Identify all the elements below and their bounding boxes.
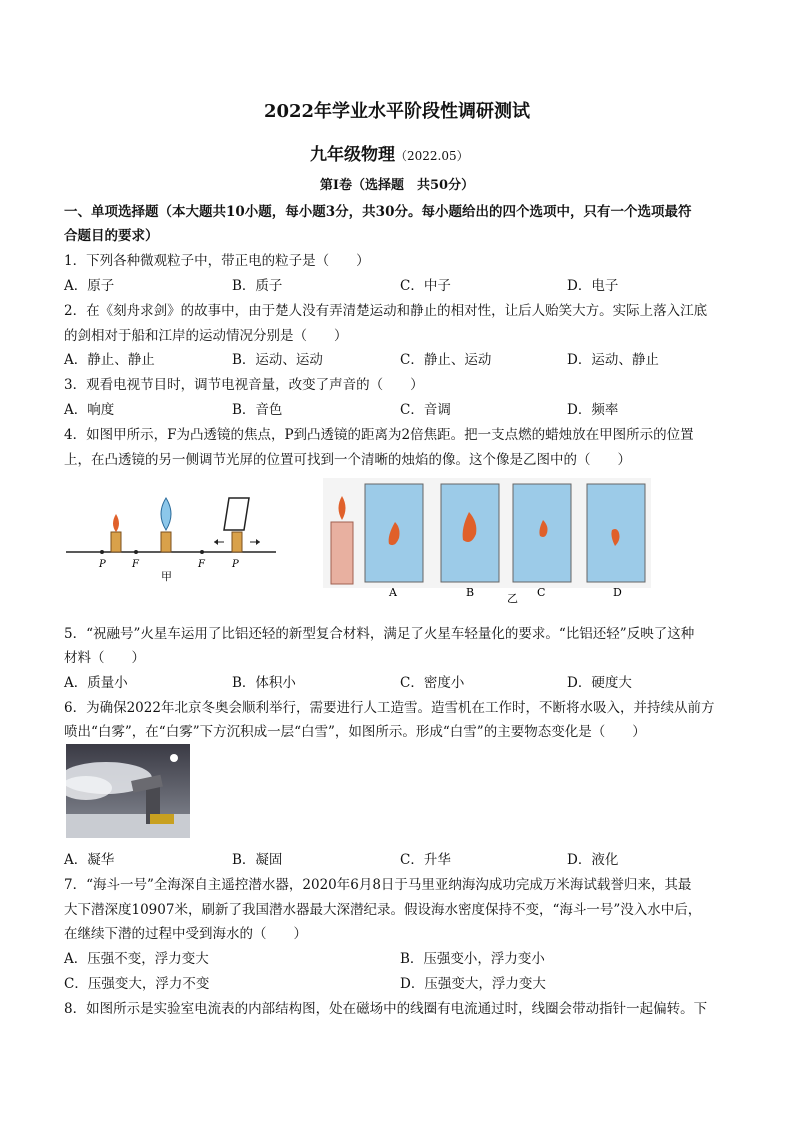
q2-option-d: D．运动、静止 <box>567 352 659 368</box>
question-7-cont2: 在继续下潜的过程中受到海水的（ ） <box>64 926 307 942</box>
q3-option-a: A．响度 <box>64 402 115 418</box>
q7-option-a: A．压强不变，浮力变大 <box>64 951 209 967</box>
question-7-cont: 大下潜深度10907米，刷新了我国潜水器最大深潜纪录。假设海水密度保持不变，“海斗一号”没入水中后， <box>64 902 702 918</box>
figure-jia <box>64 484 284 584</box>
section-heading: 一、单项选择题（本大题共10小题，每小题3分，共30分。每小题给出的四个选项中，只有一个选项最符 <box>64 204 692 220</box>
label-f2: F <box>198 559 205 570</box>
label-b: B <box>466 586 475 599</box>
question-4-cont: 上，在凸透镜的另一侧调节光屏的位置可找到一个清晰的烛焰的像。这个像是乙图中的（ ） <box>64 452 631 468</box>
q3-option-c: C．音调 <box>400 402 451 418</box>
exam-part: 第Ⅰ卷（选择题 共50分） <box>319 178 475 193</box>
q5-option-a: A．质量小 <box>64 675 128 691</box>
question-8: 8．如图所示是实验室电流表的内部结构图，处在磁场中的线圈有电流通过时，线圈会带动指针一起偏转。下 <box>64 1001 708 1017</box>
snow-machine-photo <box>66 744 190 838</box>
q2-option-b: B．运动、运动 <box>232 352 323 368</box>
figure-yi <box>323 478 653 604</box>
q2-option-a: A．静止、静止 <box>64 352 155 368</box>
q3-option-d: D．频率 <box>567 402 619 418</box>
q1-option-d: D．电子 <box>567 278 619 294</box>
exam-date: （2022.05） <box>395 149 469 163</box>
q5-option-d: D．硬度大 <box>567 675 632 691</box>
question-7: 7．“海斗一号”全海深自主遥控潜水器，2020年6月8日于马里亚纳海沟成功完成万米海试载誉归来，其最 <box>64 877 692 893</box>
exam-subtitle: 九年级物理（2022.05） <box>310 145 469 165</box>
q1-option-b: B．质子 <box>232 278 283 294</box>
question-4: 4．如图甲所示，F为凸透镜的焦点，P到凸透镜的距离为2倍焦距。把一支点燃的蜡烛放在甲图所示的位置 <box>64 427 694 443</box>
caption-yi: 乙 <box>507 592 518 604</box>
label-p2: P <box>232 559 239 570</box>
question-6-cont: 喷出“白雾”，在“白雾”下方沉积成一层“白雪”，如图所示。形成“白雪”的主要物态变化是（ ） <box>64 724 646 740</box>
q6-option-b: B．凝固 <box>232 852 283 868</box>
label-c: C <box>537 586 546 599</box>
question-1: 1．下列各种微观粒子中，带正电的粒子是（ ） <box>64 253 370 269</box>
question-6: 6．为确保2022年北京冬奥会顺利举行，需要进行人工造雪。造雪机在工作时，不断将水吸入，并持续从前方 <box>64 700 715 716</box>
q2-option-c: C．静止、运动 <box>400 352 492 368</box>
question-2: 2．在《刻舟求剑》的故事中，由于楚人没有弄清楚运动和静止的相对性，让后人贻笑大方。实际上落入江底 <box>64 303 708 319</box>
question-2-cont: 的剑相对于船和江岸的运动情况分别是（ ） <box>64 328 348 344</box>
q5-option-b: B．体积小 <box>232 675 296 691</box>
q3-option-b: B．音色 <box>232 402 283 418</box>
question-5-cont: 材料（ ） <box>64 650 145 666</box>
question-5: 5．“祝融号”火星车运用了比铝还轻的新型复合材料，满足了火星车轻量化的要求。“比铝还轻”反映了这种 <box>64 626 695 642</box>
option-panel-c <box>513 484 571 582</box>
q6-option-a: A．凝华 <box>64 852 115 868</box>
label-f1: F <box>132 559 139 570</box>
option-panel-a <box>365 484 423 582</box>
label-p1: P <box>99 559 106 570</box>
q7-option-c: C．压强变大，浮力不变 <box>64 976 210 992</box>
q6-option-c: C．升华 <box>400 852 451 868</box>
q6-option-d: D．液化 <box>567 852 619 868</box>
q5-option-c: C．密度小 <box>400 675 465 691</box>
q7-option-b: B．压强变小，浮力变小 <box>400 951 545 967</box>
label-d: D <box>613 586 622 599</box>
option-panel-b <box>441 484 499 582</box>
question-3: 3．观看电视节目时，调节电视音量，改变了声音的（ ） <box>64 377 424 393</box>
q1-option-c: C．中子 <box>400 278 451 294</box>
caption-jia: 甲 <box>161 570 172 583</box>
label-a: A <box>389 586 397 599</box>
section-heading-cont: 合题目的要求） <box>64 228 159 244</box>
q1-option-a: A．原子 <box>64 278 115 294</box>
q7-option-d: D．压强变大，浮力变大 <box>400 976 546 992</box>
exam-title: 2022年学业水平阶段性调研测试 <box>263 101 531 122</box>
option-panel-d <box>587 484 645 582</box>
